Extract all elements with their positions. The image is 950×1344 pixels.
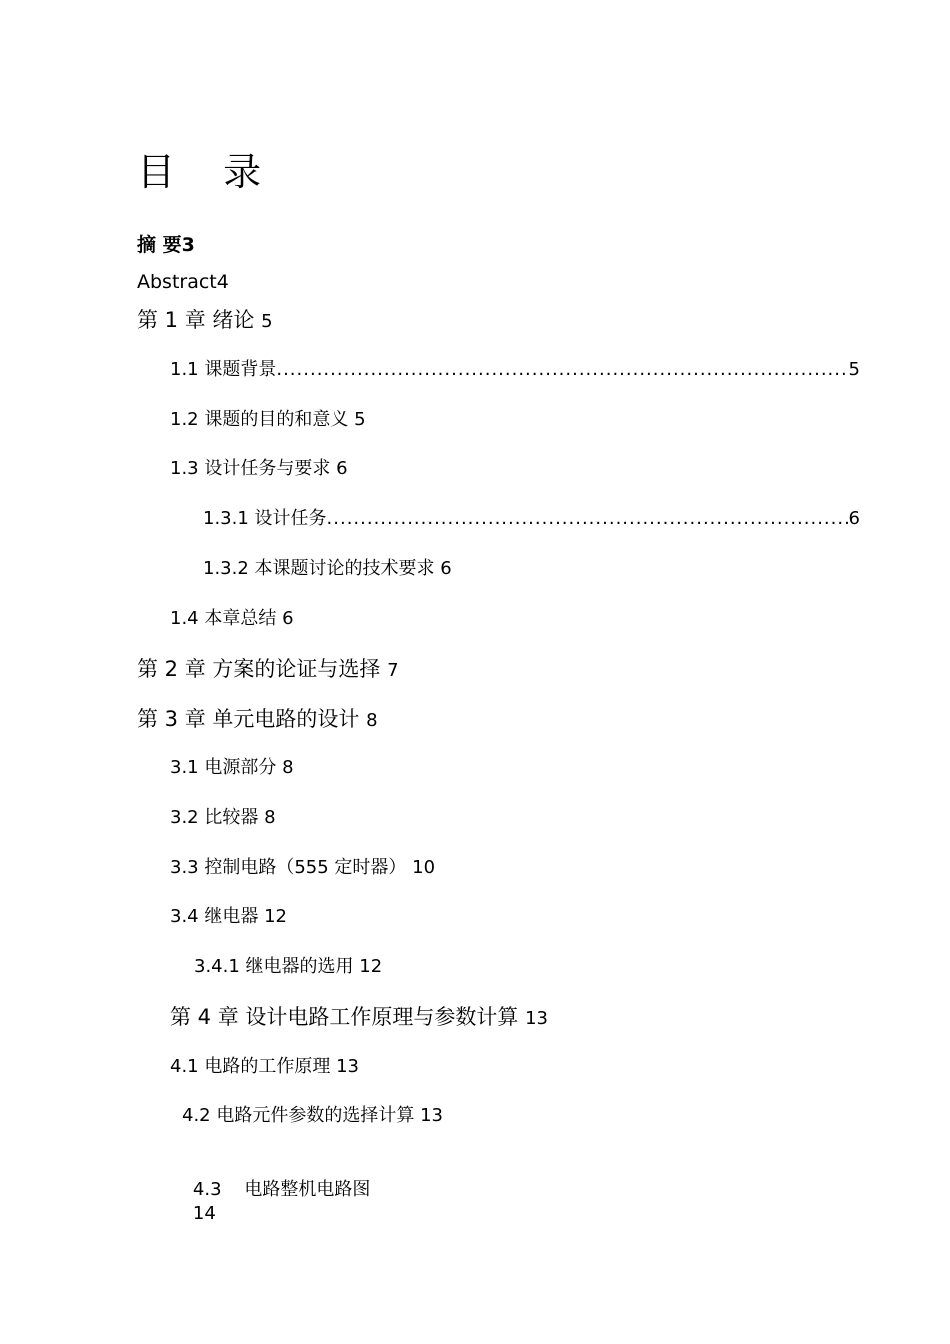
toc-entry-page: 13 [525, 1008, 548, 1029]
toc-entry-page: 13 [336, 1056, 359, 1077]
dot-leader [276, 358, 848, 382]
toc-entry-label: 1.1 课题背景 [170, 359, 277, 380]
toc-entry-label: 3.2 比较器 [170, 807, 259, 828]
toc-entry-page: 5 [848, 359, 860, 380]
toc-entry-page: 10 [412, 857, 436, 878]
toc-entry-label: 1.3 设计任务与要求 [170, 458, 331, 479]
toc-entry-section[interactable] [170, 607, 294, 631]
toc-entry-abstract-en[interactable]: Abstract4 [137, 271, 229, 293]
toc-entry-section[interactable] [170, 905, 287, 929]
toc-entry-label: 1.3.1 设计任务 [203, 508, 327, 529]
toc-entry-section[interactable] [170, 408, 366, 432]
toc-entry-page: 5 [354, 409, 366, 430]
toc-entry-label: 4.1 电路的工作原理 [170, 1056, 331, 1077]
toc-entry-section[interactable] [182, 1104, 443, 1128]
toc-entry-label: 第 2 章 方案的论证与选择 [137, 657, 381, 681]
toc-entry-chapter[interactable] [137, 707, 378, 733]
toc-entry-label: 3.3 控制电路（555 定时器） [170, 857, 407, 878]
toc-entry-page: 6 [336, 458, 348, 479]
dot-leader [327, 507, 849, 531]
toc-entry-page: 8 [366, 710, 378, 731]
toc-entry-label: 1.2 课题的目的和意义 [170, 409, 349, 430]
toc-entry-page: 6 [848, 508, 860, 529]
toc-entry-section[interactable] [170, 1055, 359, 1079]
toc-entry-page: 12 [359, 956, 383, 977]
toc-entry-page: 12 [264, 906, 287, 927]
toc-title: 目 录 [137, 150, 280, 194]
toc-entry-subsection[interactable] [203, 507, 860, 531]
toc-entry-label: 1.4 本章总结 [170, 608, 277, 629]
toc-entry-page: 8 [264, 807, 276, 828]
toc-entry-page: 6 [282, 608, 294, 629]
toc-entry-label: 3.1 电源部分 [170, 757, 277, 778]
toc-entry-page: 8 [282, 757, 294, 778]
toc-entry-label: 3.4.1 继电器的选用 [194, 956, 354, 977]
toc-entry-page: 14 [192, 1203, 216, 1224]
toc-entry-section[interactable] [170, 806, 276, 830]
toc-entry-label: 第 3 章 单元电路的设计 [137, 707, 360, 731]
toc-entry-section[interactable] [170, 358, 860, 382]
toc-entry-subsection[interactable] [194, 955, 382, 979]
toc-entry-subsection[interactable] [203, 557, 452, 581]
toc-entry-section[interactable] [170, 1154, 370, 1250]
toc-entry-label: 4.3 电路整机电路图 [192, 1179, 371, 1200]
toc-entry-page: 13 [420, 1105, 443, 1126]
toc-entry-page: 6 [440, 558, 452, 579]
toc-entry-page: 5 [261, 311, 273, 332]
toc-entry-label: 第 1 章 绪论 [137, 308, 255, 332]
toc-entry-section[interactable] [170, 756, 294, 780]
toc-entry-section[interactable] [170, 856, 435, 880]
toc-entry-label: 第 4 章 设计电路工作原理与参数计算 [170, 1005, 519, 1029]
toc-entry-label: 1.3.2 本课题讨论的技术要求 [203, 558, 435, 579]
toc-entry-chapter[interactable] [137, 657, 399, 683]
toc-entry-page: 7 [387, 660, 399, 681]
toc-entry-abstract-cn[interactable]: 摘 要3 [137, 234, 195, 256]
toc-entry-chapter[interactable] [170, 1005, 548, 1031]
toc-entry-label: 4.2 电路元件参数的选择计算 [182, 1105, 415, 1126]
toc-entry-label: 3.4 继电器 [170, 906, 259, 927]
toc-entry-section[interactable] [170, 457, 348, 481]
toc-entry-chapter[interactable] [137, 308, 273, 334]
